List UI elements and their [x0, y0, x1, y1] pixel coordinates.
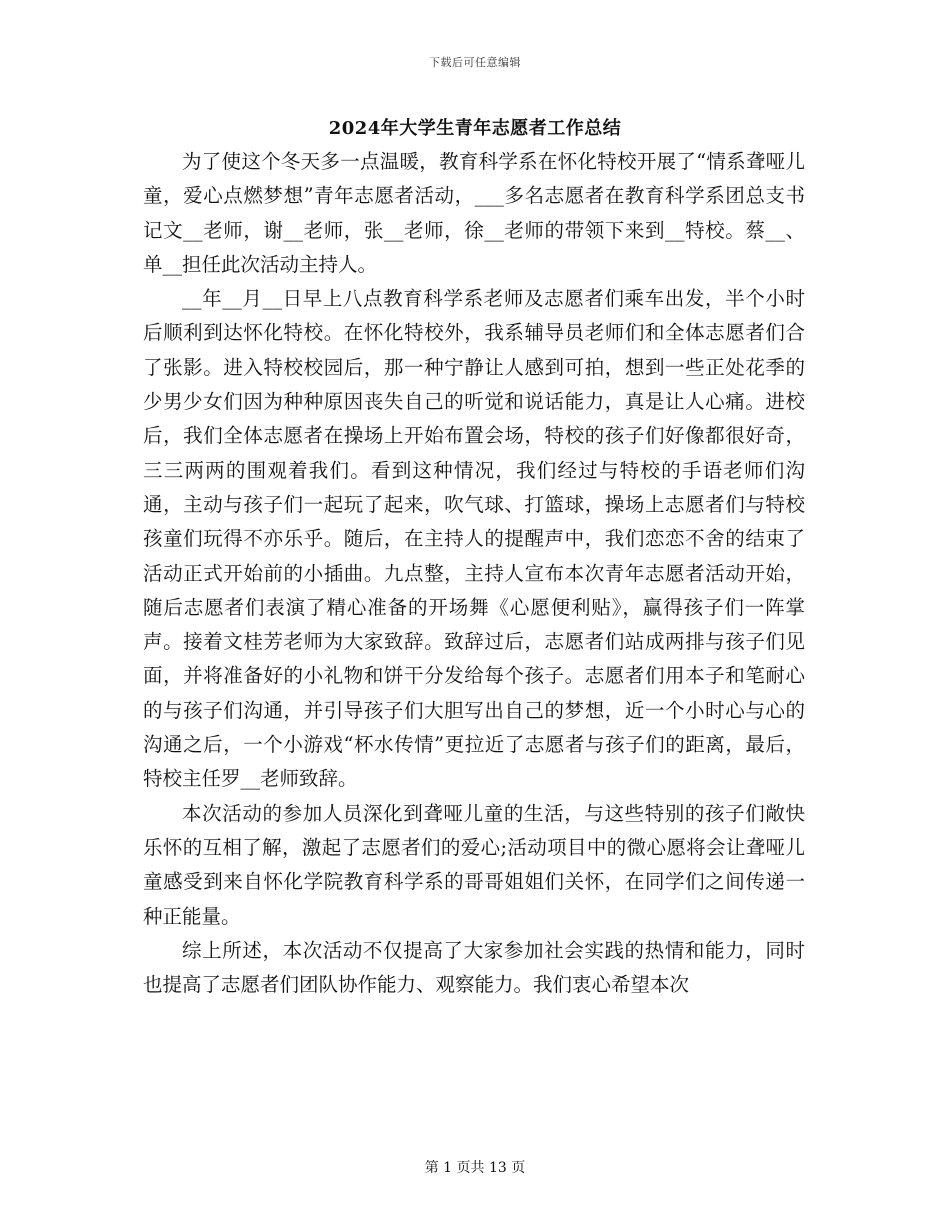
document-title: 2024年大学生青年志愿者工作总结	[328, 118, 622, 139]
paragraph-activity-details: __年__月__日早上八点教育科学系老师及志愿者们乘车出发，半个小时后顺利到达怀化特校。在怀化特校外，我系辅导员老师们和全体志愿者们合了张影。进入特校校园后，那一种宁静让人感到可拍，想到一些正处花季的少男少女们因为种种原因丧失自己的听觉和说话能力，真是让人心痛。进校后，我们全体志愿者在操场上开始布置会场，特校的孩子们好像都很好奇，三三两两的围观着我们。看到这种情况，我们经过与特校的手语老师们沟通，主动与孩子们一起玩了起来，吹气球、打篮球，操场上志愿者们与特校孩童们玩得不亦乐乎。随后，在主持人的提醒声中，我们恋恋不舍的结束了活动正式开始前的小插曲。九点整，主持人宣布本次青年志愿者活动开始，随后志愿者们表演了精心准备的开场舞《心愿便利贴》，赢得孩子们一阵掌声。接着文桂芳老师为大家致辞。致辞过后，志愿者们站成两排与孩子们见面，并将准备好的小礼物和饼干分发给每个孩子。志愿者们用本子和笔耐心的与孩子们沟通，并引导孩子们大胆写出自己的梦想，近一个小时心与心的沟通之后，一个小游戏“杯水传情”更拉近了志愿者与孩子们的距离，最后，特校主任罗__老师致辞。	[143, 287, 805, 791]
page-number: 第 1 页共 13 页	[424, 1160, 526, 1176]
paragraph-conclusion: 综上所述，本次活动不仅提高了大家参加社会实践的热情和能力，同时也提高了志愿者们团队协作能力、观察能力。我们衷心希望本次	[143, 938, 805, 997]
paragraph-intro: 为了使这个冬天多一点温暖，教育科学系在怀化特校开展了“情系聋哑儿童，爱心点燃梦想”青年志愿者活动，___多名志愿者在教育科学系团总支书记文__老师，谢__老师，张__老师，徐__老师的带领下来到__特校。蔡__、单__担任此次活动主持人。	[143, 150, 805, 276]
paragraph-significance: 本次活动的参加人员深化到聋哑儿童的生活，与这些特别的孩子们敞快乐怀的互相了解，激起了志愿者们的爱心;活动项目中的微心愿将会让聋哑儿童感受到来自怀化学院教育科学系的哥哥姐姐们关怀，在同学们之间传递一种正能量。	[143, 801, 805, 928]
page-header-note: 下载后可任意编辑	[429, 56, 521, 69]
document-body	[143, 145, 805, 1002]
